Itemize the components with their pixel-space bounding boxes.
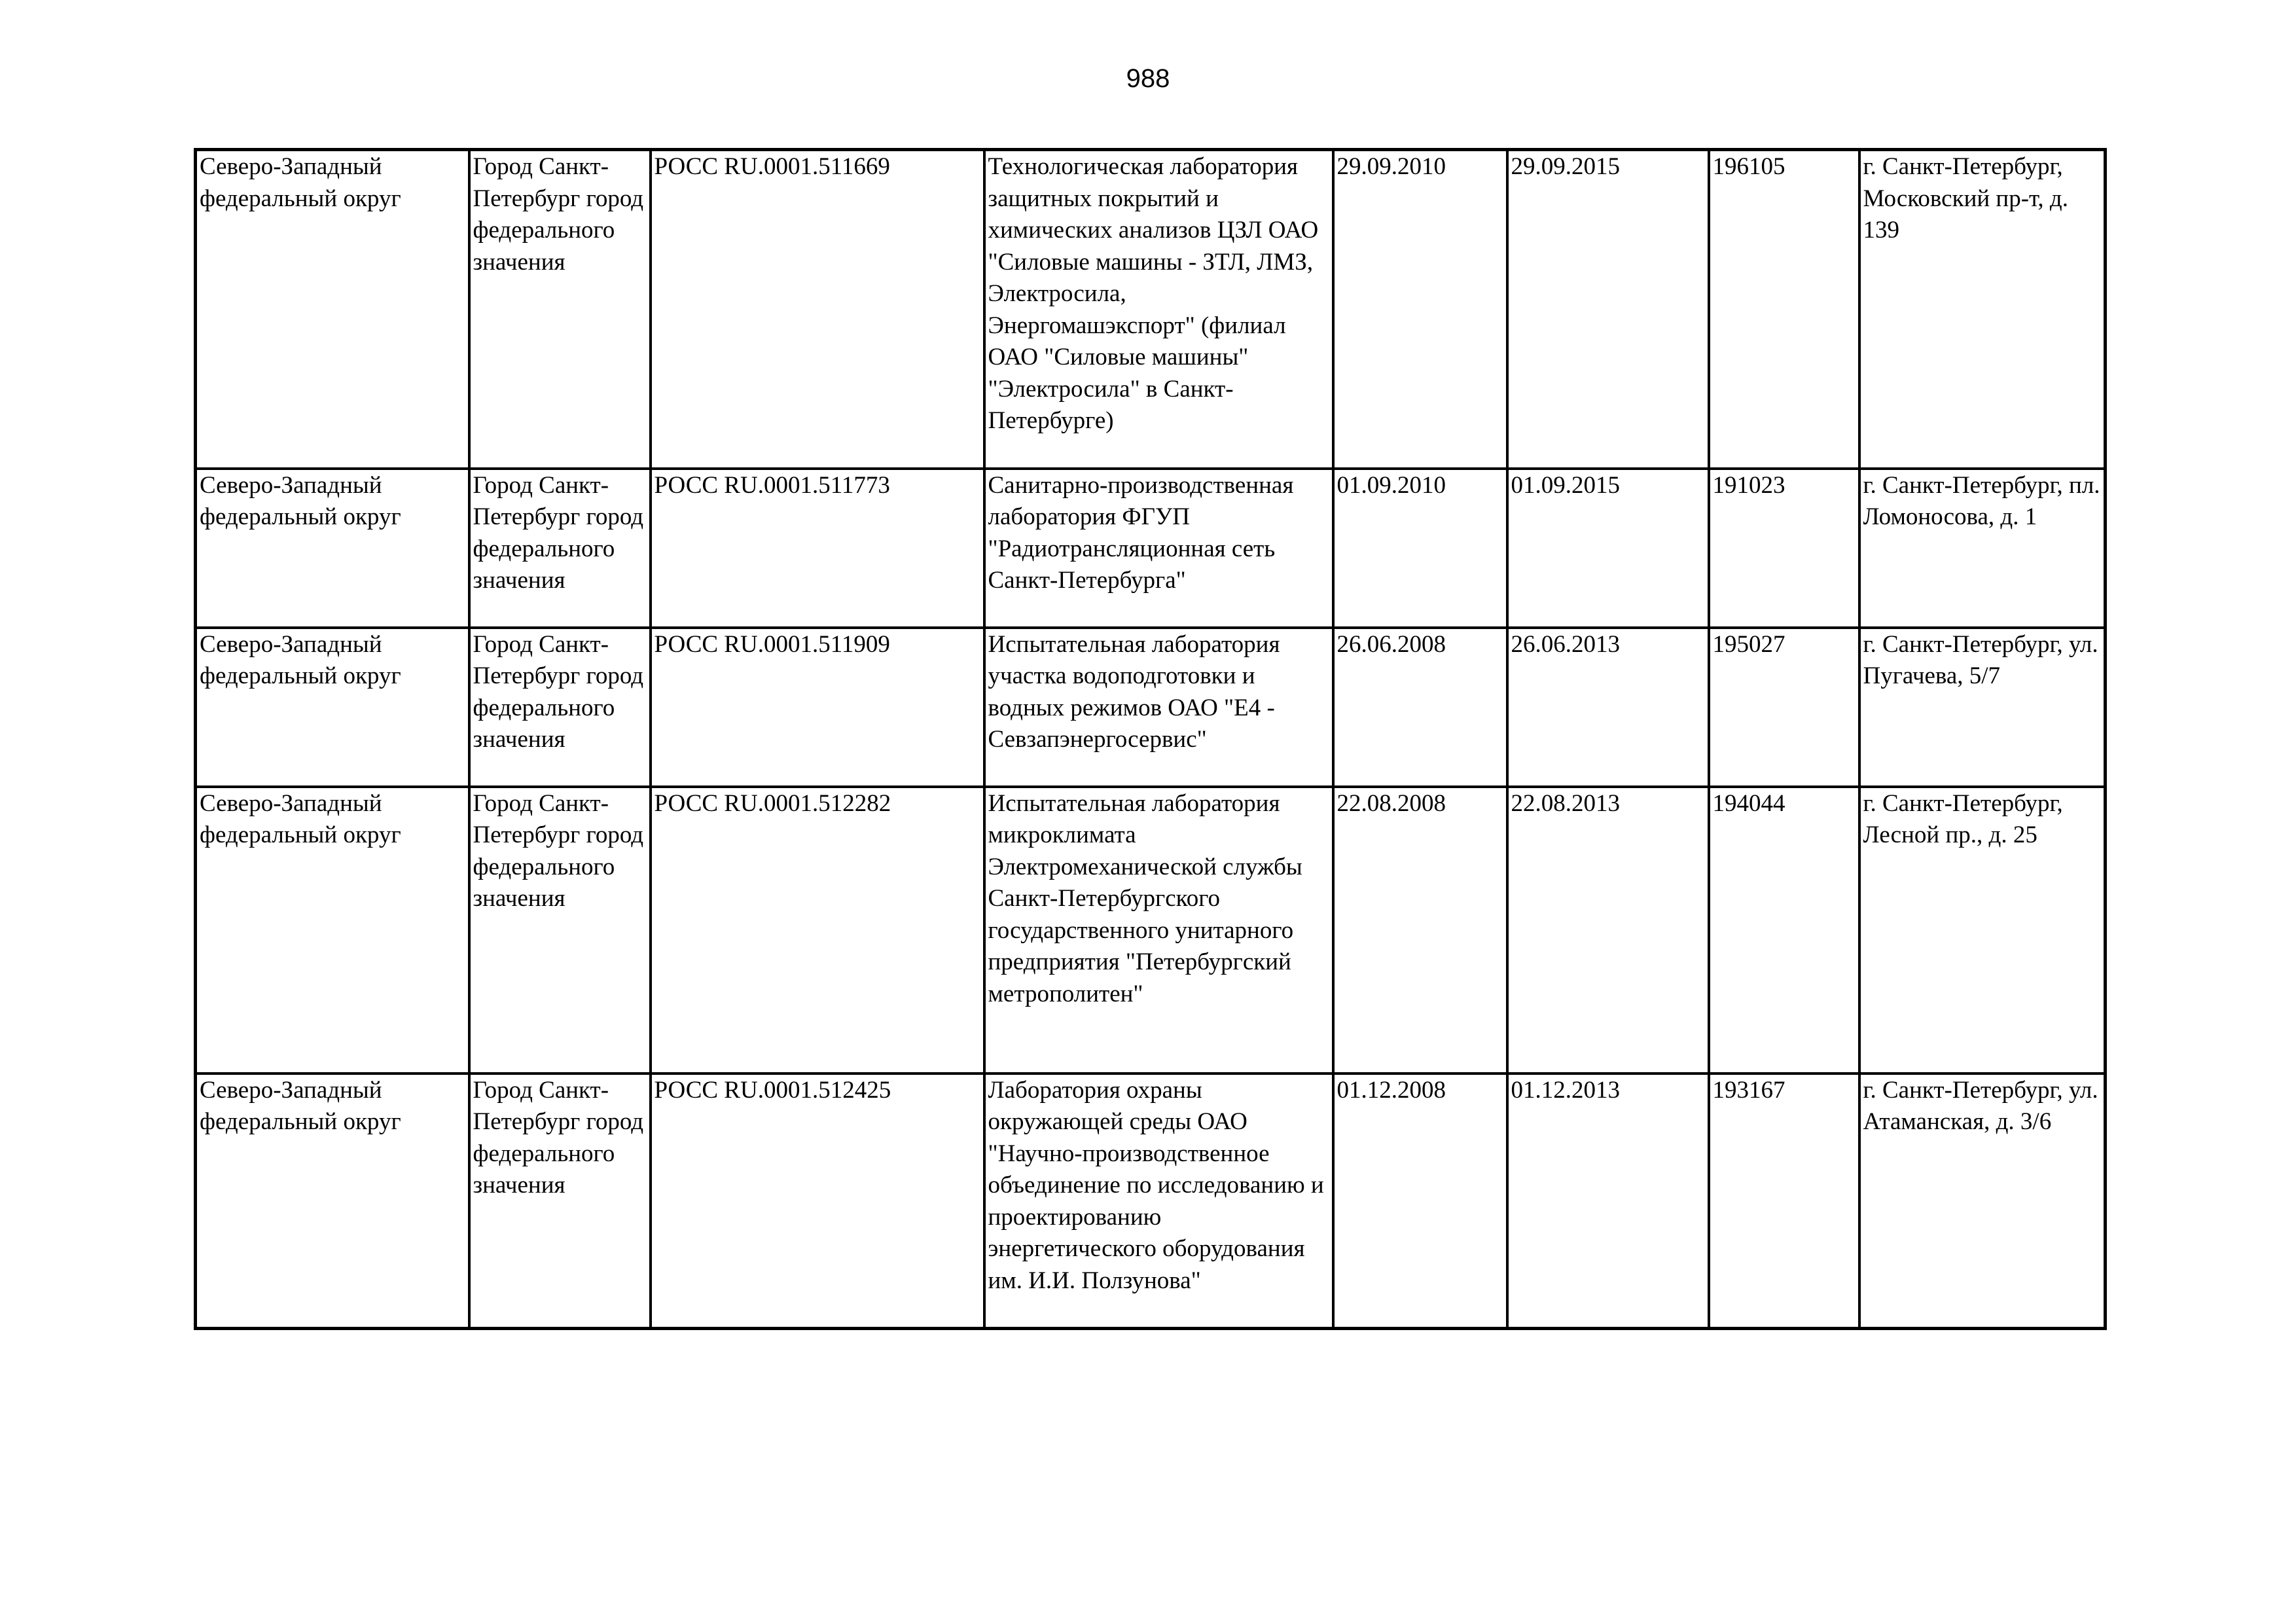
date-start-text: 26.06.2008 [1336, 630, 1446, 658]
address-cell [1859, 1074, 2106, 1329]
date-end-cell [1507, 150, 1709, 469]
postcode-cell [1709, 469, 1859, 628]
address-text: г. Санкт-Петербург, ул. Пугачева, 5/7 [1863, 630, 2098, 689]
organization-text: Технологическая лаборатория защитных покрытий и химических анализов ЦЗЛ ОАО "Силовые машины - ЗТЛ, ЛМЗ, Электросила, Энергомашэкспорт" (филиал ОАО "Силовые машины" "Электросила" в Санкт-Петербурге) [988, 153, 1319, 434]
organization-text: Испытательная лаборатория участка водоподготовки и водных режимов ОАО "Е4 - Севзапэнергосервис" [988, 630, 1280, 753]
district-text: Северо-Западный федеральный округ [200, 471, 401, 530]
region-text: Город Санкт-Петербург город федерального значения [473, 471, 644, 594]
date-end-text: 01.09.2015 [1511, 471, 1620, 499]
date-end-cell [1507, 787, 1709, 1074]
reg-number-cell [651, 628, 984, 787]
organization-cell [984, 628, 1333, 787]
address-cell [1859, 150, 2106, 469]
date-start-text: 01.12.2008 [1336, 1076, 1446, 1104]
district-cell [196, 469, 469, 628]
organization-text: Лаборатория охраны окружающей среды ОАО "Научно-производственное объединение по исследованию и проектированию энергетического оборудования им. И.И. Ползунова" [988, 1076, 1324, 1294]
date-start-cell [1333, 1074, 1507, 1329]
postcode-text: 194044 [1712, 789, 1785, 817]
reg-number-text: РОСС RU.0001.511773 [654, 471, 890, 499]
district-cell [196, 628, 469, 787]
region-cell [469, 150, 651, 469]
reg-number-text: РОСС RU.0001.511669 [654, 153, 890, 180]
region-text: Город Санкт-Петербург город федерального значения [473, 789, 644, 912]
district-cell [196, 1074, 469, 1329]
district-text: Северо-Западный федеральный округ [200, 153, 401, 212]
district-text: Северо-Западный федеральный округ [200, 1076, 401, 1135]
region-cell [469, 628, 651, 787]
postcode-text: 196105 [1712, 153, 1785, 180]
district-cell [196, 150, 469, 469]
date-end-cell [1507, 1074, 1709, 1329]
date-end-text: 22.08.2013 [1511, 789, 1620, 817]
organization-cell [984, 150, 1333, 469]
table-row [196, 787, 2106, 1074]
region-text: Город Санкт-Петербург город федерального значения [473, 1076, 644, 1199]
reg-number-cell [651, 787, 984, 1074]
address-text: г. Санкт-Петербург, Московский пр-т, д. 139 [1863, 153, 2069, 244]
organization-text: Испытательная лаборатория микроклимата Электромеханической службы Санкт-Петербургского государственного унитарного предприятия "Петербургский метрополитен" [988, 789, 1302, 1007]
address-cell [1859, 469, 2106, 628]
date-end-text: 29.09.2015 [1511, 153, 1620, 180]
table-row [196, 628, 2106, 787]
postcode-text: 193167 [1712, 1076, 1785, 1104]
organization-cell [984, 469, 1333, 628]
table-row [196, 150, 2106, 469]
date-start-cell [1333, 628, 1507, 787]
table-row [196, 1074, 2106, 1329]
region-text: Город Санкт-Петербург город федерального значения [473, 153, 644, 276]
region-text: Город Санкт-Петербург город федерального значения [473, 630, 644, 753]
region-cell [469, 1074, 651, 1329]
organization-cell [984, 787, 1333, 1074]
postcode-text: 195027 [1712, 630, 1785, 658]
date-end-cell [1507, 628, 1709, 787]
organization-text: Санитарно-производственная лаборатория ФГУП "Радиотрансляционная сеть Санкт-Петербурга" [988, 471, 1294, 594]
district-text: Северо-Западный федеральный округ [200, 789, 401, 848]
date-start-cell [1333, 150, 1507, 469]
accreditation-table [194, 148, 2107, 1330]
region-cell [469, 787, 651, 1074]
date-start-cell [1333, 469, 1507, 628]
reg-number-cell [651, 150, 984, 469]
address-text: г. Санкт-Петербург, пл. Ломоносова, д. 1 [1863, 471, 2100, 530]
postcode-cell [1709, 787, 1859, 1074]
postcode-cell [1709, 150, 1859, 469]
date-end-text: 26.06.2013 [1511, 630, 1620, 658]
region-cell [469, 469, 651, 628]
address-text: г. Санкт-Петербург, ул. Атаманская, д. 3/6 [1863, 1076, 2098, 1135]
postcode-text: 191023 [1712, 471, 1785, 499]
page-number: 988 [1126, 64, 1170, 93]
reg-number-text: РОСС RU.0001.512425 [654, 1076, 891, 1104]
reg-number-text: РОСС RU.0001.511909 [654, 630, 890, 658]
address-text: г. Санкт-Петербург, Лесной пр., д. 25 [1863, 789, 2063, 848]
date-start-text: 01.09.2010 [1336, 471, 1446, 499]
postcode-cell [1709, 1074, 1859, 1329]
organization-cell [984, 1074, 1333, 1329]
date-start-text: 29.09.2010 [1336, 153, 1446, 180]
district-text: Северо-Западный федеральный округ [200, 630, 401, 689]
postcode-cell [1709, 628, 1859, 787]
reg-number-cell [651, 1074, 984, 1329]
date-start-text: 22.08.2008 [1336, 789, 1446, 817]
date-end-cell [1507, 469, 1709, 628]
table-row [196, 469, 2106, 628]
date-start-cell [1333, 787, 1507, 1074]
reg-number-text: РОСС RU.0001.512282 [654, 789, 891, 817]
date-end-text: 01.12.2013 [1511, 1076, 1620, 1104]
district-cell [196, 787, 469, 1074]
address-cell [1859, 787, 2106, 1074]
reg-number-cell [651, 469, 984, 628]
address-cell [1859, 628, 2106, 787]
